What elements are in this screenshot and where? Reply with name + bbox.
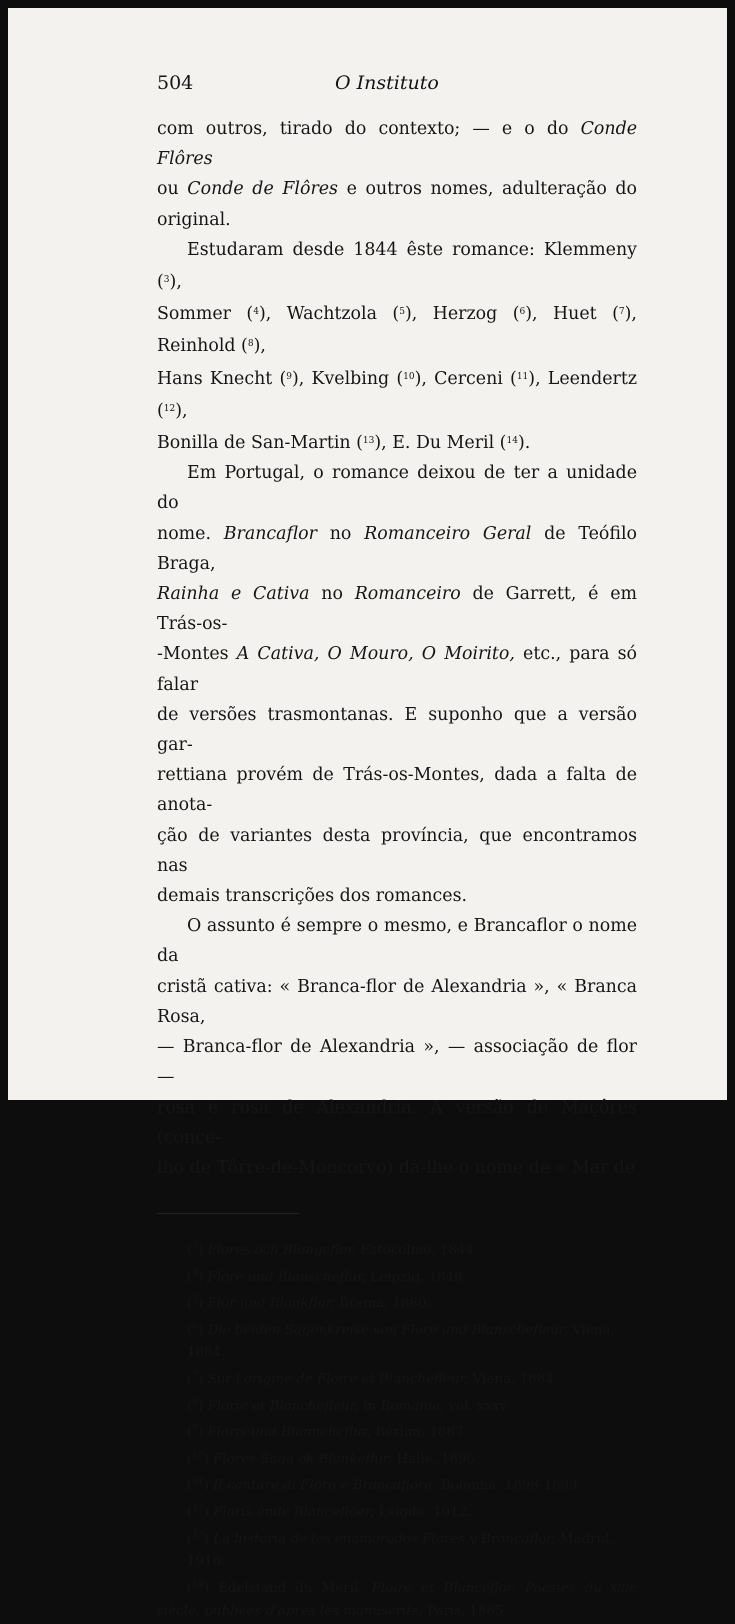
footnote-title: Florie et Blanchefleur,	[207, 1398, 359, 1414]
text-span: de Garrett, é em Trás-os-	[157, 584, 637, 635]
footnote: ($^{12}$) Floris ende Blancefloer, Leigde, 1912.	[187, 1504, 472, 1521]
text-span: — Branca-flor de Alexandria », — associação de flor —	[157, 1037, 637, 1088]
footnote-ref: 5	[399, 307, 405, 318]
text-span: O assunto é sempre o mesmo, e Brancaflor o nome da	[157, 916, 637, 967]
footnote-text: Paris, 1865.	[422, 1604, 508, 1620]
footnote: ($^{10}$) Flores Saga ok Blankeflur, Halle, 1896.	[187, 1450, 480, 1467]
footnote: ($^{13}$) La historia de los enamorados Flores y Brancaflor, Madrid, 1916.	[187, 1530, 614, 1570]
text-span: ),	[253, 336, 266, 357]
footnote: ($^{11}$) Il cantare di Floro e Brancafiore, Bolonha, 1898-1899.	[187, 1477, 582, 1494]
footnote-title: Sur l'origine de Floire et Blanchefleur,	[207, 1372, 469, 1388]
footnote-ref: 9	[286, 371, 292, 382]
footnote-title: e siècle, publiées d'après les manuscrits,	[157, 1580, 637, 1620]
text-span: lho de Tôrre-de-Moncorvo) dá-lhe o nome de « Mar de	[157, 1157, 636, 1178]
text-span: ção de variantes desta província, que encontramos nas	[157, 825, 637, 876]
footnote-rule	[157, 1213, 299, 1214]
footnote-title: Floris und Blanncheflur,	[207, 1425, 372, 1441]
title-italic: Brancaflor	[223, 523, 317, 544]
footnote-title: Flores och Blangeflor,	[207, 1243, 357, 1259]
paragraph	[157, 114, 637, 235]
footnote: ($^6$) Die beiden Sagenkreise von Flore und Blanschefleur, Viena, 1884.	[187, 1321, 615, 1361]
title-italic: Conde de Flôres	[187, 179, 338, 200]
text-span: etc., para só falar	[157, 644, 637, 695]
text-span: demais transcrições dos romances.	[157, 886, 468, 907]
text-span: ),	[175, 400, 188, 421]
footnote: ($^5$) Flor und Blankflor, Brema, 1880.	[187, 1295, 431, 1312]
title-italic: Romanceiro	[354, 584, 461, 605]
footnote-text: Leipzig, 1846.	[366, 1269, 467, 1285]
footnote-text: Brema, 1880.	[334, 1296, 431, 1312]
paragraph	[157, 458, 637, 911]
footnote-ref: 10	[403, 371, 415, 382]
text-span: de Teófilo Braga,	[157, 523, 637, 574]
text-span: Em Portugal, o romance deixou de ter a unidade do	[157, 463, 637, 514]
footnote-number: 9	[192, 1424, 198, 1435]
footnote-text: Viena, 1884.	[468, 1372, 558, 1388]
footnote-ref: 3	[163, 275, 170, 286]
footnote-text: Bolonha, 1898-1899.	[436, 1478, 582, 1494]
footnote-ref: 11	[516, 371, 529, 382]
footnote: ($^4$) Flore und Blanscheflur, Leipzig, 1846.	[187, 1268, 467, 1285]
scan-border	[727, 0, 735, 1108]
page-number: 504	[157, 72, 194, 94]
title-italic: Romanceiro Geral	[364, 523, 532, 544]
footnote-text: in	[358, 1398, 381, 1414]
footnote-ref: 13	[362, 436, 375, 447]
footnote: ($^7$) Sur l'origine de Floire et Blanchefleur, Viena, 1884.	[187, 1371, 558, 1388]
footnote: ($^{14}$) Edelstand du Meril, Floire et Blanceflor, Poésies du XIIIe siècle, publiées d'après les manuscrits, Paris, 1865.	[157, 1579, 637, 1620]
footnote-ref: 14	[506, 436, 518, 447]
footnote-title: Flore und Blanscheflur,	[207, 1269, 367, 1285]
title-italic: Conde Flôres	[157, 119, 637, 170]
footnote-number: 8	[192, 1397, 198, 1408]
text-span: de versões trasmontanas. E suponho que a versão gar-	[157, 704, 637, 756]
text-span: ), Wachtzola (	[258, 304, 400, 325]
footnote-text: vol. xxxv.	[444, 1398, 510, 1414]
footnotes	[157, 1236, 637, 1624]
footnote-number: 11	[192, 1477, 204, 1488]
page-content	[157, 72, 637, 1624]
text-span: cristã cativa: « Branca-flor de Alexandria », « Branca Rosa,	[157, 976, 637, 1027]
text-span: ou	[157, 179, 188, 200]
text-span: rettiana provém de Trás-os-Montes, dada a falta de anota-	[157, 765, 637, 816]
title-italic: A Cativa, O Mouro, O Moirito,	[236, 644, 515, 665]
page	[8, 8, 727, 1620]
footnote: ($^8$) Florie et Blanchefleur, in Romania, vol. xxxv.	[187, 1397, 510, 1414]
text-span: ), Cerceni (	[414, 368, 517, 389]
footnote-title: La historia de los enamorados Flores y Brancaflor,	[213, 1531, 556, 1547]
text-span: rosa e rosa de Alexandria. A versão de Maçôres (conce-	[157, 1097, 637, 1148]
text-span: no	[316, 523, 365, 544]
footnote-text: Madrid, 1916.	[187, 1531, 614, 1570]
footnote-text: Edelstand du Meril,	[208, 1580, 372, 1596]
footnote-text: Halle, 1896.	[392, 1451, 480, 1467]
footnote: ($^3$) Flores och Blangeflor, Estocolmo, 1844.	[187, 1242, 479, 1259]
text-span: ), Herzog (	[404, 304, 520, 325]
footnote-text: Berlim, 1887.	[371, 1425, 468, 1441]
footnote-number: 7	[192, 1371, 198, 1382]
footnote-number: 13	[192, 1530, 204, 1541]
text-span: Estudaram desde 1844 êste romance: Klemmeny (	[157, 239, 637, 293]
footnote-title: Floire et Blanceflor, Poésies du	[371, 1580, 602, 1596]
paragraph	[157, 911, 637, 1183]
footnote-text: Estocolmo, 1844.	[356, 1243, 479, 1259]
footnote-number: 10	[192, 1450, 204, 1461]
text-span: Bonilla de San-Martin (	[157, 433, 363, 454]
text-span: Hans Knecht (	[157, 368, 287, 389]
journal-title: O Instituto	[335, 72, 439, 94]
footnote-number: 4	[192, 1268, 198, 1279]
text-span: ), Leendertz (	[157, 368, 638, 421]
footnote-number: 12	[192, 1504, 204, 1515]
text-span: ), Reinhold (	[157, 304, 637, 357]
footnote-number: 5	[192, 1295, 198, 1306]
text-span: no	[309, 584, 355, 605]
footnote-smallcaps: XIII	[601, 1583, 630, 1595]
footnote-number: 3	[192, 1242, 198, 1253]
text-span: Sommer (	[157, 304, 254, 325]
footnote-ref: 7	[618, 307, 625, 318]
footnote-number: 6	[192, 1321, 198, 1332]
footnote-title: Floris ende Blancefloer,	[213, 1505, 375, 1521]
text-span: ).	[517, 433, 531, 454]
footnote-title: Romania,	[380, 1398, 445, 1414]
footnote-title: Die beiden Sagenkreise von Flore und Blanschefleur,	[207, 1322, 568, 1338]
body-text	[157, 114, 637, 1183]
text-span: ), Kvelbing (	[291, 368, 404, 389]
running-head	[157, 72, 637, 100]
footnote-ref: 6	[519, 307, 526, 318]
text-span: ), E. Du Meril (	[374, 433, 507, 454]
footnote-title: Flor und Blankflor,	[207, 1296, 335, 1312]
text-span: e outros nomes, adulteração do original.	[157, 179, 638, 230]
footnote-title: Il cantare di Floro e Brancafiore,	[213, 1478, 437, 1494]
footnote-number: 14	[192, 1579, 204, 1590]
text-span: com outros, tirado do contexto; — e o do	[157, 119, 581, 139]
text-span: nome.	[157, 523, 224, 544]
text-span: ),	[169, 272, 182, 293]
footnote: ($^9$) Floris und Blanncheflur, Berlim, 1887.	[187, 1424, 468, 1441]
footnote-text: Leigde, 1912.	[374, 1505, 472, 1521]
footnote-ref: 4	[253, 307, 259, 318]
footnote-ref: 12	[163, 403, 176, 414]
footnote-ref: 8	[247, 339, 254, 350]
text-span: ), Huet (	[525, 304, 619, 325]
footnote-text: Viena, 1884.	[187, 1322, 615, 1361]
footnote-title: Flores Saga ok Blankeflur,	[213, 1451, 393, 1467]
title-italic: Rainha e Cativa	[157, 584, 310, 605]
paragraph	[157, 235, 637, 458]
text-span: -Montes	[157, 644, 237, 665]
